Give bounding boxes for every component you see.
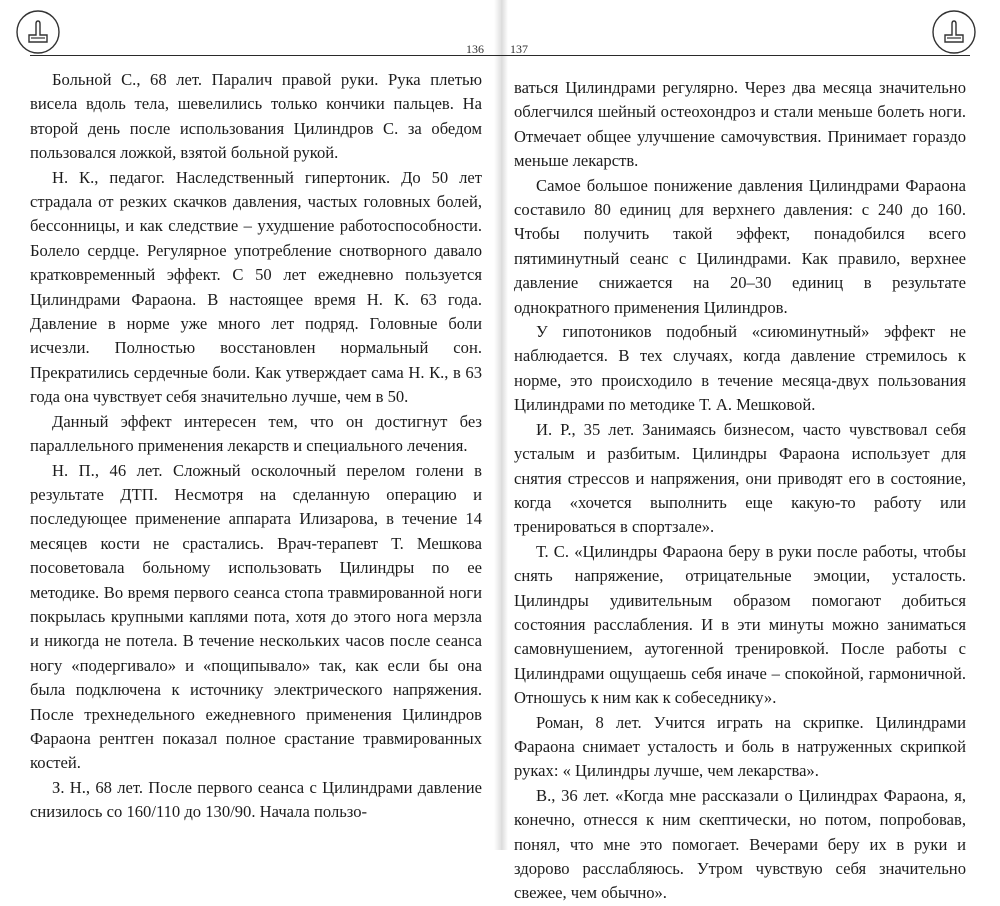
paragraph: Больной С., 68 лет. Паралич правой руки. Рука плетью висела вдоль тела, шевелились только кончики пальцев. На второй день после использования Цилиндров С. за обедом пользовался ложкой, взятой больной рукой. (30, 70, 482, 163)
header-rule (30, 55, 500, 56)
paragraph: Т. С. «Цилиндры Фараона беру в руки после работы, чтобы снять напряжение, отрицательные эмоции, усталость. Цилиндры удивительным образом помогают добиться состояния расслабления. И в эти минуты можно заниматься самовнушением, аутогенной тренировкой. После работы с Цилиндрами ощущаешь себя иначе – спокойной, гармоничной. Отношусь к ним как к собеседнику». (514, 541, 966, 708)
right-page (500, 0, 1000, 903)
page-number: 136 (466, 42, 484, 56)
header-rule (500, 55, 970, 56)
body-text (514, 76, 966, 906)
page-number: 137 (510, 42, 528, 56)
paragraph: В., 36 лет. «Когда мне рассказали о Цилиндрах Фараона, я, конечно, отнесся к ним скептически, но потом, попробовав, понял, что мне это помогает. Вечерами беру их в руки и здорово расслабляюсь. Утром чувствую себя значительно свежее, чем обычно». (514, 785, 966, 903)
left-page (0, 0, 500, 850)
paragraph: У гипотоников подобный «сиюминутный» эффект не наблюдается. В тех случаях, когда давление стремилось к норме, это происходило в течение месяца-двух пользования Цилиндрами по методике Т. А. Мешковой. (514, 322, 966, 415)
paragraph: З. Н., 68 лет. После первого сеанса с Цилиндрами давление снизилось со 160/110 до 130/90. Начала пользо- (30, 777, 482, 822)
body-text (30, 68, 482, 825)
pharaoh-cylinder-emblem-icon (930, 8, 978, 56)
paragraph: И. Р., 35 лет. Занимаясь бизнесом, часто чувствовал себя усталым и разбитым. Цилиндры Фараона использует для снятия стрессов и напряжения, они приводят его в состояние, когда «хочется выполнить еще какую-то работу или тренироваться в спортзале». (514, 419, 966, 537)
paragraph-continuation: ваться Цилиндрами регулярно. Через два месяца значительно облегчился шейный остеохондроз и стали меньше болеть ноги. Отмечает общее улучшение самочувствия. Принимает гораздо меньше лекарств. (514, 78, 966, 171)
paragraph: Роман, 8 лет. Учится играть на скрипке. Цилиндрами Фараона снимает усталость и боль в натруженных скрипкой руках: « Цилиндры лучше, чем лекарства». (514, 712, 966, 781)
paragraph: Самое большое понижение давления Цилиндрами Фараона составило 80 единиц для верхнего давления: с 240 до 160. Чтобы получить такой эффект, понадобился всего пятиминутный сеанс с Цилиндрами. Как правило, верхнее давление снижается на 20–30 единиц в результате однократного применения Цилиндров. (514, 175, 966, 317)
paragraph: Н. К., педагог. Наследственный гипертоник. До 50 лет страдала от резких скачков давления, частых головных болей, бессонницы, и как следствие – ухудшение работоспособности. Болело сердце. Регулярное употребление снотворного давало кратковременный эффект. С 50 лет ежедневно пользуется Цилиндрами Фараона. В настоящее время Н. К. 63 года. Давление в норме уже много лет подряд. Головные боли исчезли. Полностью восстановлен нормальный сон. Прекратились сердечные боли. Как утверждает сама Н. К., в 63 года она чувствует себя значительно лучше, чем в 50. (30, 167, 482, 407)
paragraph: Данный эффект интересен тем, что он достигнут без параллельного применения лекарств и специального лечения. (30, 411, 482, 456)
pharaoh-cylinder-emblem-icon (14, 8, 62, 56)
paragraph: Н. П., 46 лет. Сложный осколочный перелом голени в результате ДТП. Несмотря на сделанную операцию и последующее применение аппарата Илизарова, в течение 14 месяцев кости не срастались. Врач-терапевт Т. Мешкова посоветовала больному использовать Цилиндры по ее методике. Во время первого сеанса стопа травмированной ноги покрылась крупными каплями пота, хотя до этого нога мерзла и никогда не потела. В течение нескольких часов после сеанса ногу «подергивало» и «пощипывало» так, как если бы она была подключена к источнику электрического напряжения. После трехнедельного ежедневного применения Цилиндров Фараона рентген показал полное срастание травмированных костей. (30, 460, 482, 773)
